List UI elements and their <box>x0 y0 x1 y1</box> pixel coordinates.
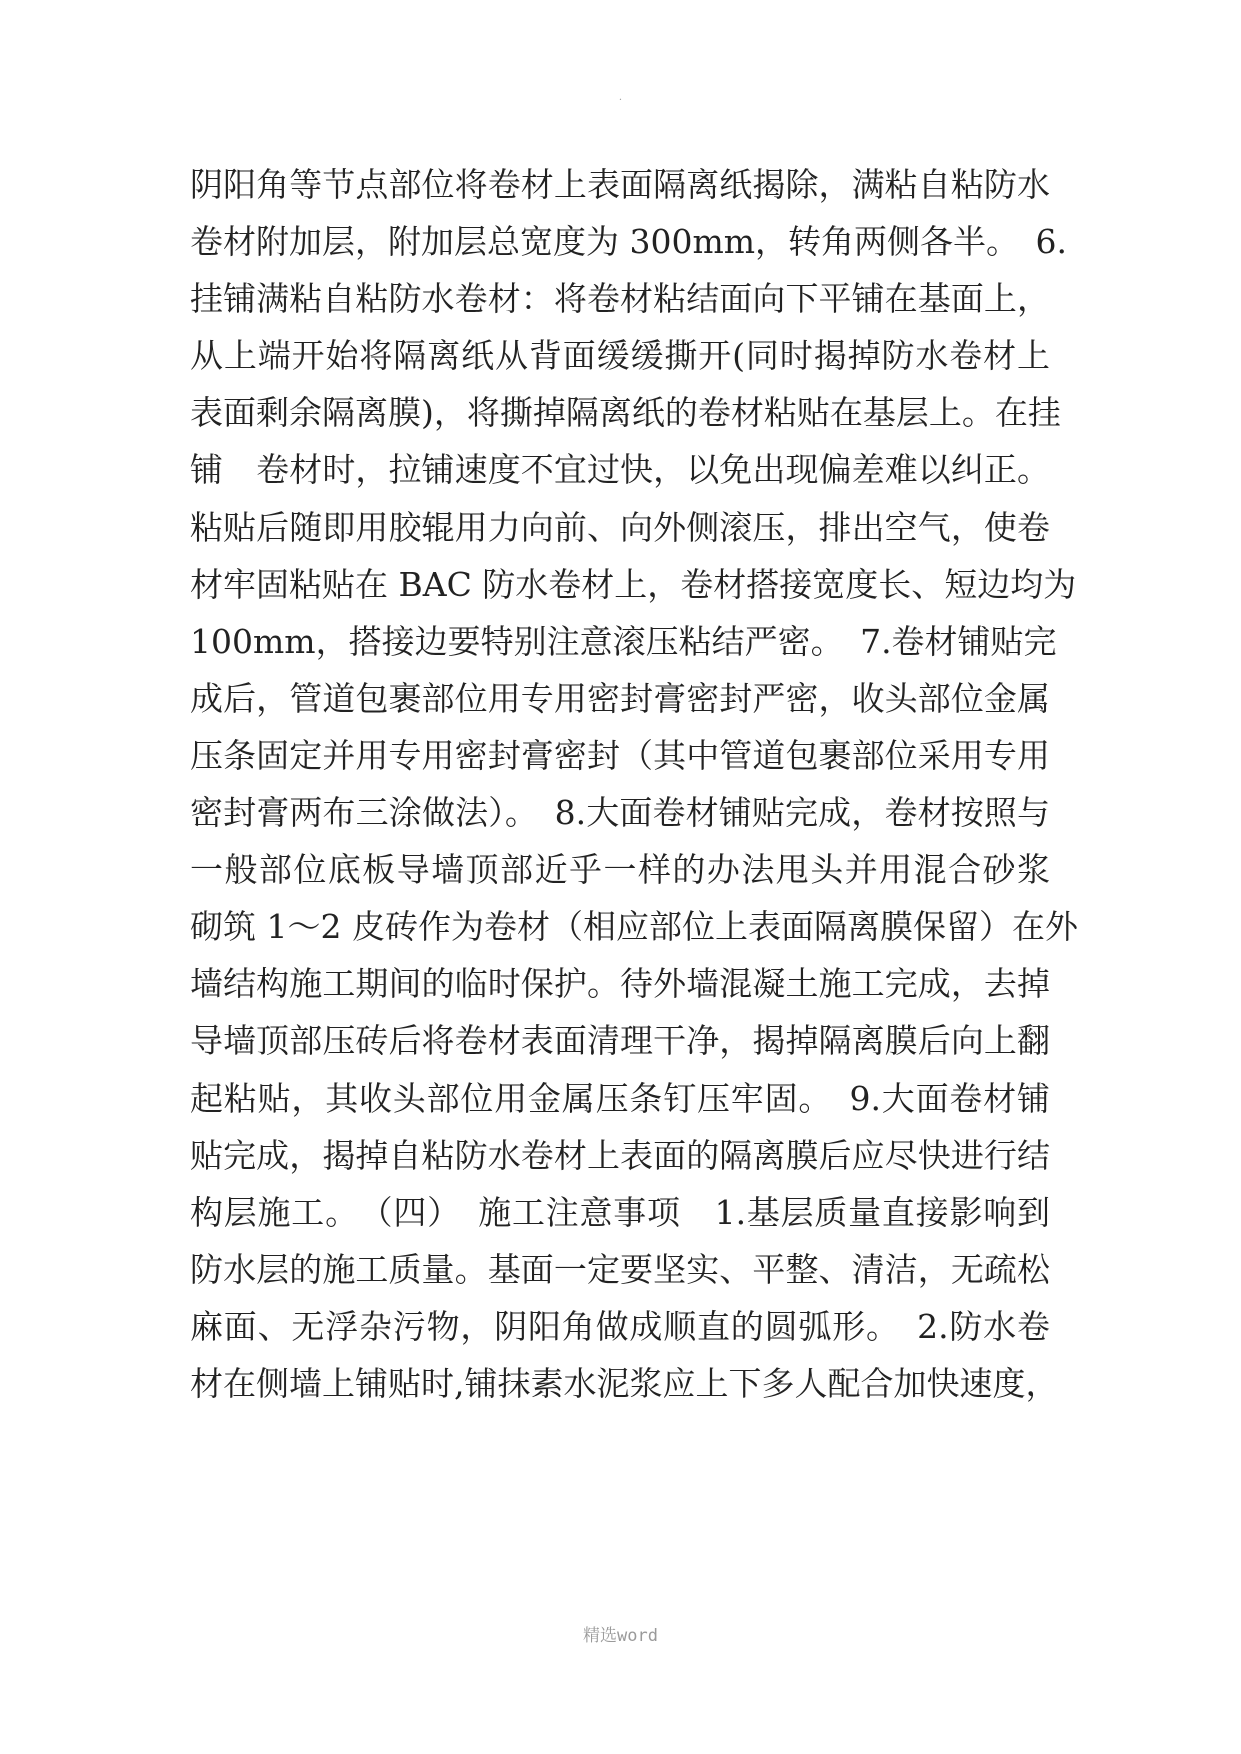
text-line: 材在侧墙上铺贴时,铺抹素水泥浆应上下多人配合加快速度， <box>190 1363 1059 1403</box>
text-line: 100mm，搭接边要特别注意滚压粘结严密。 7.卷材铺贴完 <box>190 621 1057 661</box>
text-line: 压条固定并用专用密封膏密封（其中管道包裹部位采用专用 <box>190 735 1050 775</box>
text-line: 铺 卷材时，拉铺速度不宜过快，以免出现偏差难以纠正。 <box>190 450 1050 490</box>
text-line: 挂铺满粘自粘防水卷材：将卷材粘结面向下平铺在基面上， <box>190 279 1050 319</box>
text-line: 材牢固粘贴在 BAC 防水卷材上，卷材搭接宽度长、短边均为 <box>190 564 1077 604</box>
text-line: 防水层的施工质量。基面一定要坚实、平整、清洁，无疏松 <box>190 1249 1050 1289</box>
text-line: 构层施工。 （四） 施工注意事项 1.基层质量直接影响到 <box>190 1192 1050 1232</box>
text-line: 麻面、无浮杂污物，阴阳角做成顺直的圆弧形。 2.防水卷 <box>190 1306 1050 1346</box>
text-line: 墙结构施工期间的临时保护。待外墙混凝土施工完成，去掉 <box>190 964 1050 1004</box>
text-line: 贴完成，揭掉自粘防水卷材上表面的隔离膜后应尽快进行结 <box>190 1135 1050 1175</box>
header-mark: . <box>618 92 623 103</box>
page-footer: 精选word <box>583 1626 658 1646</box>
text-line: 卷材附加层，附加层总宽度为 300mm，转角两侧各半。 6. <box>190 222 1068 262</box>
text-line: 阴阳角等节点部位将卷材上表面隔离纸揭除，满粘自粘防水 <box>190 165 1050 204</box>
text-line: 表面剩余隔离膜)，将撕掉隔离纸的卷材粘贴在基层上。在挂 <box>190 393 1061 433</box>
text-line: 砌筑 1～2 皮砖作为卷材（相应部位上表面隔离膜保留）在外 <box>190 907 1078 947</box>
text-line: 起粘贴，其收头部位用金属压条钉压牢固。 9.大面卷材铺 <box>190 1078 1050 1118</box>
body-text <box>190 156 1078 1412</box>
text-line: 从上端开始将隔离纸从背面缓缓撕开(同时揭掉防水卷材上 <box>190 336 1050 376</box>
text-line: 一般部位底板导墙顶部近乎一样的办法甩头并用混合砂浆 <box>190 850 1050 890</box>
text-line: 粘贴后随即用胶辊用力向前、向外侧滚压，排出空气，使卷 <box>190 507 1050 547</box>
text-line: 成后，管道包裹部位用专用密封膏密封严密，收头部位金属 <box>190 678 1050 718</box>
text-line: 密封膏两布三涂做法）。 8.大面卷材铺贴完成，卷材按照与 <box>190 793 1050 833</box>
text-line: 导墙顶部压砖后将卷材表面清理干净，揭掉隔离膜后向上翻 <box>190 1021 1050 1061</box>
